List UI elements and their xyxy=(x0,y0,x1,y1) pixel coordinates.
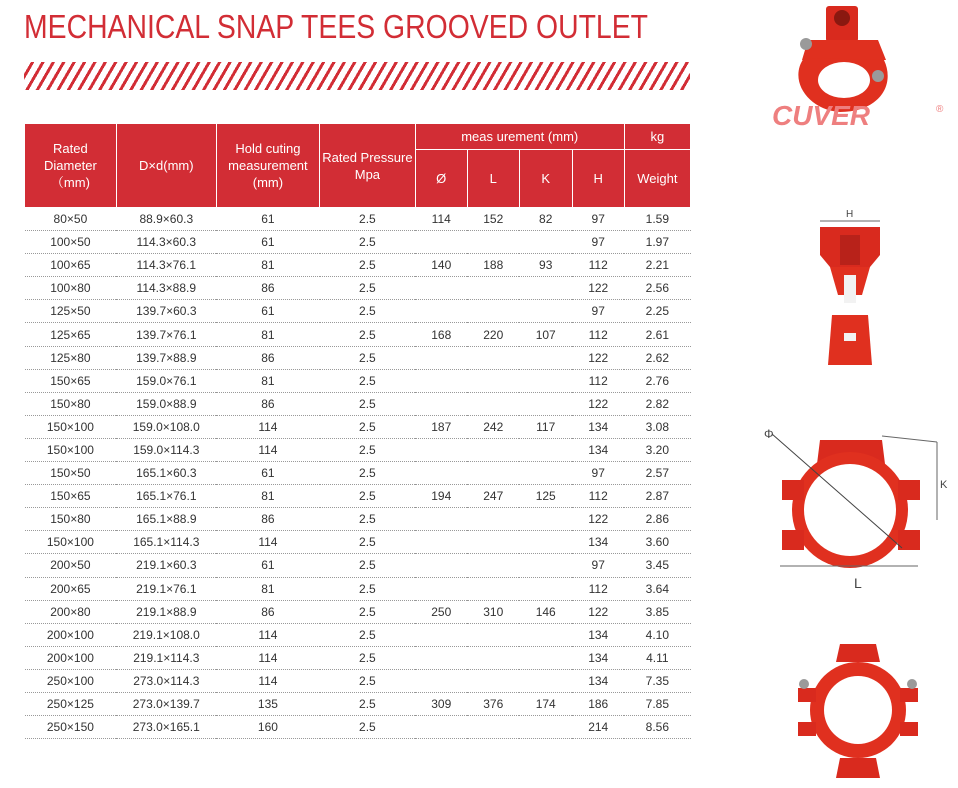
table-cell xyxy=(467,554,519,577)
col-hold-cuting: Hold cuting measurement (mm) xyxy=(216,124,319,208)
table-cell: 310 xyxy=(467,600,519,623)
table-cell: 97 xyxy=(572,300,624,323)
table-cell: 2.5 xyxy=(320,392,416,415)
table-cell: 3.08 xyxy=(624,415,690,438)
table-cell: 188 xyxy=(467,254,519,277)
table-cell: 159.0×114.3 xyxy=(116,438,216,461)
table-cell: 2.5 xyxy=(320,208,416,231)
table-cell: 159.0×76.1 xyxy=(116,369,216,392)
table-cell: 2.5 xyxy=(320,485,416,508)
table-row xyxy=(25,600,691,623)
table-cell: 122 xyxy=(572,346,624,369)
table-cell xyxy=(467,300,519,323)
table-cell: 146 xyxy=(519,600,572,623)
table-cell: 122 xyxy=(572,277,624,300)
page-title: MECHANICAL SNAP TEES GROOVED OUTLET xyxy=(24,8,648,45)
table-cell: 150×65 xyxy=(25,369,117,392)
table-cell: 3.20 xyxy=(624,438,690,461)
table-row xyxy=(25,231,691,254)
table-cell: 125×80 xyxy=(25,346,117,369)
table-cell: 134 xyxy=(572,669,624,692)
spec-table xyxy=(24,123,691,739)
table-cell: 114.3×76.1 xyxy=(116,254,216,277)
table-cell: 150×80 xyxy=(25,392,117,415)
table-row xyxy=(25,646,691,669)
table-cell xyxy=(415,462,467,485)
table-cell xyxy=(467,531,519,554)
table-cell: 86 xyxy=(216,508,319,531)
table-cell: 4.11 xyxy=(624,646,690,669)
table-cell: 81 xyxy=(216,369,319,392)
table-cell: 3.85 xyxy=(624,600,690,623)
table-row xyxy=(25,300,691,323)
table-cell: 219.1×88.9 xyxy=(116,600,216,623)
col-l: L xyxy=(467,150,519,208)
table-cell: 134 xyxy=(572,531,624,554)
table-cell: 2.62 xyxy=(624,346,690,369)
table-row xyxy=(25,277,691,300)
table-row xyxy=(25,508,691,531)
table-cell xyxy=(519,531,572,554)
table-cell xyxy=(467,577,519,600)
table-cell xyxy=(519,508,572,531)
table-cell: 200×100 xyxy=(25,646,117,669)
table-cell: 114 xyxy=(216,438,319,461)
table-cell: 2.5 xyxy=(320,646,416,669)
table-cell: 2.5 xyxy=(320,462,416,485)
table-cell: 112 xyxy=(572,485,624,508)
table-cell: 309 xyxy=(415,692,467,715)
table-cell: 1.59 xyxy=(624,208,690,231)
col-k: K xyxy=(519,150,572,208)
table-cell: 1.97 xyxy=(624,231,690,254)
table-cell xyxy=(519,346,572,369)
front-view-diagram xyxy=(762,420,958,600)
table-cell xyxy=(415,369,467,392)
table-cell xyxy=(519,438,572,461)
table-cell: 2.5 xyxy=(320,508,416,531)
col-weight: Weight xyxy=(624,150,690,208)
table-cell: 220 xyxy=(467,323,519,346)
table-cell: 2.5 xyxy=(320,254,416,277)
table-row xyxy=(25,462,691,485)
table-cell: 3.60 xyxy=(624,531,690,554)
col-rated-diameter: Rated Diameter （mm) xyxy=(25,124,117,208)
table-cell: 93 xyxy=(519,254,572,277)
table-cell: 152 xyxy=(467,208,519,231)
table-cell: 2.5 xyxy=(320,692,416,715)
table-cell xyxy=(415,577,467,600)
table-cell: 247 xyxy=(467,485,519,508)
table-cell: 2.5 xyxy=(320,577,416,600)
table-cell xyxy=(467,369,519,392)
table-cell xyxy=(519,716,572,739)
table-cell: 100×50 xyxy=(25,231,117,254)
table-cell xyxy=(415,392,467,415)
col-measurement: meas urement (mm) xyxy=(415,124,624,150)
table-cell: 86 xyxy=(216,600,319,623)
table-cell: 2.86 xyxy=(624,508,690,531)
table-cell: 186 xyxy=(572,692,624,715)
table-cell: 3.64 xyxy=(624,577,690,600)
table-cell xyxy=(467,462,519,485)
col-kg: kg xyxy=(624,124,690,150)
table-cell: 3.45 xyxy=(624,554,690,577)
table-row xyxy=(25,692,691,715)
table-cell: 114 xyxy=(216,646,319,669)
table-cell xyxy=(519,554,572,577)
table-cell: 81 xyxy=(216,254,319,277)
table-cell xyxy=(415,623,467,646)
table-cell: 4.10 xyxy=(624,623,690,646)
table-cell: 86 xyxy=(216,277,319,300)
table-cell xyxy=(415,508,467,531)
table-cell: 194 xyxy=(415,485,467,508)
table-cell xyxy=(467,346,519,369)
label-h: H xyxy=(846,209,854,220)
table-cell: 2.5 xyxy=(320,623,416,646)
table-row xyxy=(25,623,691,646)
table-cell: 273.0×165.1 xyxy=(116,716,216,739)
table-cell: 219.1×60.3 xyxy=(116,554,216,577)
table-row xyxy=(25,369,691,392)
table-cell: 250×125 xyxy=(25,692,117,715)
table-cell: 214 xyxy=(572,716,624,739)
table-cell: 250×100 xyxy=(25,669,117,692)
table-cell: 2.56 xyxy=(624,277,690,300)
hatch-divider xyxy=(24,62,690,90)
table-cell: 112 xyxy=(572,254,624,277)
table-cell xyxy=(415,646,467,669)
svg-text:®: ® xyxy=(936,104,944,115)
table-cell xyxy=(467,716,519,739)
table-cell: 200×80 xyxy=(25,600,117,623)
table-cell: 122 xyxy=(572,600,624,623)
table-row xyxy=(25,716,691,739)
table-cell: 2.25 xyxy=(624,300,690,323)
table-cell: 114.3×88.9 xyxy=(116,277,216,300)
table-cell: 140 xyxy=(415,254,467,277)
table-cell: 200×100 xyxy=(25,623,117,646)
table-cell xyxy=(519,277,572,300)
table-cell xyxy=(519,669,572,692)
table-cell: 139.7×76.1 xyxy=(116,323,216,346)
table-row xyxy=(25,669,691,692)
table-row xyxy=(25,392,691,415)
table-cell xyxy=(519,462,572,485)
table-cell: 114 xyxy=(415,208,467,231)
col-o: Ø xyxy=(415,150,467,208)
table-cell xyxy=(415,346,467,369)
table-cell: 2.87 xyxy=(624,485,690,508)
label-phi: Φ xyxy=(764,427,774,441)
table-cell: 114 xyxy=(216,623,319,646)
table-cell xyxy=(415,231,467,254)
table-cell xyxy=(467,392,519,415)
table-cell: 82 xyxy=(519,208,572,231)
table-cell: 97 xyxy=(572,208,624,231)
table-row xyxy=(25,415,691,438)
table-cell: 86 xyxy=(216,346,319,369)
table-cell: 100×65 xyxy=(25,254,117,277)
table-cell xyxy=(415,716,467,739)
table-cell xyxy=(519,392,572,415)
product-photo xyxy=(768,0,958,140)
table-cell: 134 xyxy=(572,623,624,646)
table-cell: 61 xyxy=(216,208,319,231)
table-cell: 200×50 xyxy=(25,554,117,577)
table-cell: 134 xyxy=(572,646,624,669)
table-cell: 2.5 xyxy=(320,277,416,300)
table-cell xyxy=(467,277,519,300)
table-cell: 81 xyxy=(216,577,319,600)
table-cell: 150×100 xyxy=(25,415,117,438)
table-cell: 2.5 xyxy=(320,531,416,554)
table-cell xyxy=(415,669,467,692)
table-cell: 135 xyxy=(216,692,319,715)
col-rated-pressure: Rated Pressure Mpa xyxy=(320,124,416,208)
table-cell: 2.61 xyxy=(624,323,690,346)
table-cell: 2.5 xyxy=(320,554,416,577)
table-cell xyxy=(467,231,519,254)
table-row xyxy=(25,485,691,508)
table-cell xyxy=(467,438,519,461)
table-cell: 273.0×139.7 xyxy=(116,692,216,715)
table-cell: 61 xyxy=(216,554,319,577)
table-cell: 2.5 xyxy=(320,300,416,323)
col-dxd: D×d(mm) xyxy=(116,124,216,208)
product-front-photo xyxy=(790,640,930,785)
table-row xyxy=(25,323,691,346)
table-row xyxy=(25,254,691,277)
table-cell: 242 xyxy=(467,415,519,438)
table-cell: 125×50 xyxy=(25,300,117,323)
table-cell: 165.1×76.1 xyxy=(116,485,216,508)
table-cell: 174 xyxy=(519,692,572,715)
table-cell: 150×80 xyxy=(25,508,117,531)
table-cell: 2.5 xyxy=(320,415,416,438)
table-cell: 112 xyxy=(572,577,624,600)
label-l: L xyxy=(854,575,862,591)
table-cell: 61 xyxy=(216,300,319,323)
table-cell: 81 xyxy=(216,323,319,346)
table-cell xyxy=(519,231,572,254)
table-cell: 250 xyxy=(415,600,467,623)
table-cell: 97 xyxy=(572,554,624,577)
table-cell: 250×150 xyxy=(25,716,117,739)
table-row xyxy=(25,208,691,231)
table-cell: 2.5 xyxy=(320,231,416,254)
table-cell: 81 xyxy=(216,485,319,508)
table-cell xyxy=(415,531,467,554)
table-cell: 7.35 xyxy=(624,669,690,692)
table-cell: 150×100 xyxy=(25,531,117,554)
table-cell: 114.3×60.3 xyxy=(116,231,216,254)
table-cell xyxy=(467,508,519,531)
table-cell: 160 xyxy=(216,716,319,739)
table-cell: 2.82 xyxy=(624,392,690,415)
table-cell: 150×100 xyxy=(25,438,117,461)
table-cell: 122 xyxy=(572,508,624,531)
table-cell: 168 xyxy=(415,323,467,346)
table-cell xyxy=(467,669,519,692)
table-cell: 80×50 xyxy=(25,208,117,231)
table-cell: 61 xyxy=(216,462,319,485)
table-cell: 139.7×88.9 xyxy=(116,346,216,369)
table-cell: 2.5 xyxy=(320,669,416,692)
table-cell: 2.76 xyxy=(624,369,690,392)
table-cell: 61 xyxy=(216,231,319,254)
table-cell xyxy=(415,554,467,577)
brand-logo: CUVER xyxy=(772,100,871,131)
table-cell xyxy=(467,646,519,669)
table-cell: 219.1×114.3 xyxy=(116,646,216,669)
table-cell: 2.5 xyxy=(320,369,416,392)
table-cell: 2.5 xyxy=(320,346,416,369)
table-cell: 165.1×114.3 xyxy=(116,531,216,554)
table-cell: 139.7×60.3 xyxy=(116,300,216,323)
table-cell: 159.0×108.0 xyxy=(116,415,216,438)
col-h: H xyxy=(572,150,624,208)
table-cell xyxy=(467,623,519,646)
table-row xyxy=(25,346,691,369)
table-cell xyxy=(519,623,572,646)
table-cell: 219.1×76.1 xyxy=(116,577,216,600)
table-cell: 165.1×88.9 xyxy=(116,508,216,531)
table-cell xyxy=(519,369,572,392)
table-cell: 2.21 xyxy=(624,254,690,277)
table-cell xyxy=(415,300,467,323)
table-cell: 159.0×88.9 xyxy=(116,392,216,415)
table-cell: 122 xyxy=(572,392,624,415)
table-cell: 114 xyxy=(216,669,319,692)
table-cell: 150×65 xyxy=(25,485,117,508)
table-cell: 107 xyxy=(519,323,572,346)
table-cell: 273.0×114.3 xyxy=(116,669,216,692)
table-cell: 2.5 xyxy=(320,600,416,623)
side-view-diagram xyxy=(800,205,895,375)
table-cell: 100×80 xyxy=(25,277,117,300)
table-cell: 7.85 xyxy=(624,692,690,715)
table-cell: 134 xyxy=(572,415,624,438)
table-cell: 200×65 xyxy=(25,577,117,600)
table-cell xyxy=(519,300,572,323)
table-cell: 2.5 xyxy=(320,323,416,346)
table-cell: 8.56 xyxy=(624,716,690,739)
label-k: K xyxy=(940,479,948,491)
table-cell: 97 xyxy=(572,231,624,254)
table-cell: 376 xyxy=(467,692,519,715)
table-cell: 125 xyxy=(519,485,572,508)
table-cell: 114 xyxy=(216,531,319,554)
table-cell xyxy=(519,646,572,669)
table-row xyxy=(25,438,691,461)
table-cell: 187 xyxy=(415,415,467,438)
table-cell: 2.5 xyxy=(320,438,416,461)
table-cell: 114 xyxy=(216,415,319,438)
table-cell: 2.5 xyxy=(320,716,416,739)
table-cell: 88.9×60.3 xyxy=(116,208,216,231)
table-cell: 112 xyxy=(572,369,624,392)
table-cell xyxy=(519,577,572,600)
table-cell: 2.57 xyxy=(624,462,690,485)
table-cell: 117 xyxy=(519,415,572,438)
table-cell: 97 xyxy=(572,462,624,485)
table-cell: 86 xyxy=(216,392,319,415)
table-cell xyxy=(415,438,467,461)
table-cell: 165.1×60.3 xyxy=(116,462,216,485)
table-cell: 134 xyxy=(572,438,624,461)
table-row xyxy=(25,577,691,600)
table-cell: 112 xyxy=(572,323,624,346)
table-cell: 150×50 xyxy=(25,462,117,485)
table-cell: 125×65 xyxy=(25,323,117,346)
table-cell xyxy=(415,277,467,300)
table-row xyxy=(25,554,691,577)
table-row xyxy=(25,531,691,554)
table-cell: 219.1×108.0 xyxy=(116,623,216,646)
